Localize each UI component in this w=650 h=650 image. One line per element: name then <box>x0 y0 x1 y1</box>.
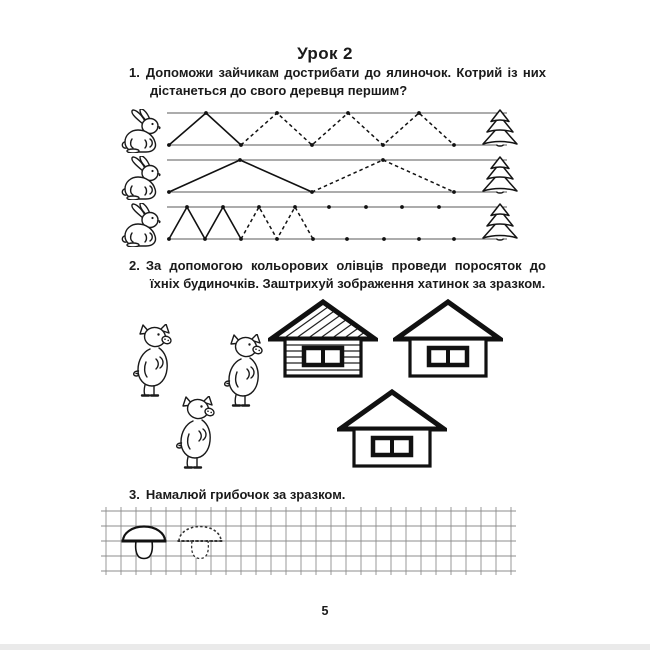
jump-track-row-2 <box>167 158 508 196</box>
task-1-number: 1. <box>129 65 140 80</box>
house-plain-drawing-2 <box>337 387 447 471</box>
page-bottom-edge <box>0 644 650 650</box>
mushroom-trace-drawing <box>178 527 223 559</box>
house-hatched-example-drawing <box>268 297 378 381</box>
task-3-number: 3. <box>129 487 140 502</box>
pig-drawing-1 <box>130 324 176 398</box>
page-title: Урок 2 <box>297 44 353 64</box>
task-2-text: 2. За допомогою кольорових олівців проведи поросяток до їхніх будиночків. Заштрихуй зображення хатинок за зразком. <box>129 258 546 291</box>
jump-track-row-3 <box>167 205 508 243</box>
mushroom-example-drawing <box>122 527 167 559</box>
bunny-drawing-1 <box>117 109 167 153</box>
page-number: 5 <box>321 604 329 618</box>
house-plain-drawing-1 <box>393 297 503 381</box>
fir-tree-drawing-2 <box>476 156 524 200</box>
task-2-number: 2. <box>129 258 140 273</box>
jump-track-row-1 <box>167 111 508 149</box>
pig-drawing-3 <box>173 396 219 470</box>
fir-tree-drawing-3 <box>476 203 524 247</box>
task-3-text: 3. Намалюй грибочок за зразком. <box>129 487 346 502</box>
bunny-drawing-3 <box>117 203 167 247</box>
task-1-text: 1. Допоможи зайчикам дострибати до ялиночок. Котрий із них дістанеться до свого деревця першим? <box>129 65 546 98</box>
fir-tree-drawing-1 <box>476 109 524 153</box>
bunny-drawing-2 <box>117 156 167 200</box>
pig-drawing-2 <box>221 334 267 408</box>
squared-grid <box>99 505 517 579</box>
